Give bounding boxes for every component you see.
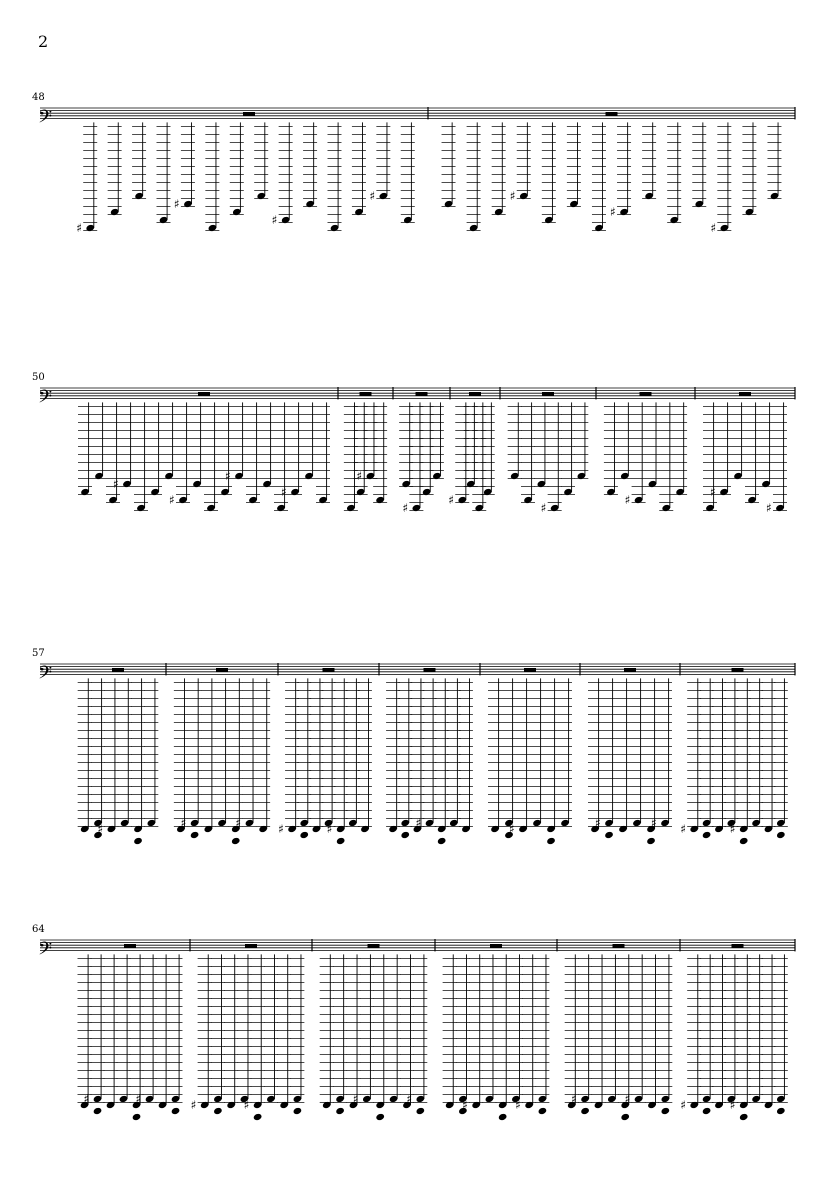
whole-rest [640,392,652,396]
sharp-icon: ♯ [415,816,422,830]
note-head [132,1113,142,1121]
whole-rest [732,668,744,672]
note-head [776,831,786,839]
sharp-icon: ♯ [356,469,363,483]
whole-rest [368,944,380,948]
sharp-icon: ♯ [540,501,547,515]
sharp-icon: ♯ [448,493,455,507]
sharp-icon: ♯ [76,221,83,235]
sharp-icon: ♯ [180,816,187,830]
note-head [776,1107,786,1115]
note-head [375,1113,385,1121]
whole-rest [360,392,372,396]
sharp-icon: ♯ [729,1098,736,1112]
note-head [661,1107,671,1115]
sharp-icon: ♯ [402,501,409,515]
sharp-icon: ♯ [190,1098,197,1112]
sharp-icon: ♯ [624,1092,631,1106]
note-head [546,837,556,845]
note-head [604,831,614,839]
note-head [133,837,143,845]
sharp-icon: ♯ [571,1092,577,1106]
sharp-icon: ♯ [113,477,119,491]
note-head [498,1113,508,1121]
sharp-icon: ♯ [173,197,180,211]
sharp-icon: ♯ [624,493,631,507]
sharp-icon: ♯ [462,1098,468,1112]
sharp-icon: ♯ [595,816,601,830]
note-head [620,1113,630,1121]
sharp-icon: ♯ [766,501,772,515]
whole-rest [323,668,335,672]
note-head [335,1107,345,1115]
note-head [400,831,410,839]
sharp-icon: ♯ [610,205,616,219]
note-head [93,1107,103,1115]
note-head [171,1107,181,1115]
sharp-icon: ♯ [406,1092,413,1106]
page-number: 2 [38,32,49,51]
whole-rest [732,944,744,948]
whole-rest [416,392,428,396]
note-head [538,1107,548,1115]
note-head [299,831,309,839]
whole-rest [524,668,536,672]
whole-rest [624,668,636,672]
whole-rest [739,392,751,396]
sharp-icon: ♯ [680,1098,686,1112]
note-head [293,1107,303,1115]
note-head [437,837,447,845]
bass-clef-icon: 𝄢 [38,107,53,132]
whole-rest [542,392,554,396]
note-head [580,1107,590,1115]
whole-rest [216,668,228,672]
note-head [702,831,712,839]
sharp-icon: ♯ [509,189,516,203]
sharp-icon: ♯ [352,1092,359,1106]
whole-rest [469,392,481,396]
note-head [646,837,656,845]
whole-rest [606,112,618,116]
measure-number: 48 [32,92,45,103]
bass-clef-icon: 𝄢 [38,387,53,412]
sharp-icon: ♯ [235,816,242,830]
measure-number: 57 [32,648,45,659]
whole-rest [198,392,210,396]
bass-clef-icon: 𝄢 [38,939,53,964]
whole-rest [613,944,625,948]
sharp-icon: ♯ [651,816,657,830]
sharp-icon: ♯ [369,189,376,203]
measure-number: 50 [32,372,45,383]
note-head [702,1107,712,1115]
note-head [739,837,749,845]
whole-rest [112,668,124,672]
sharp-icon: ♯ [710,221,717,235]
whole-rest [490,944,502,948]
sharp-icon: ♯ [97,822,104,836]
sharp-icon: ♯ [729,822,736,836]
note-head [336,837,346,845]
sharp-icon: ♯ [710,485,716,499]
whole-rest [243,112,255,116]
sharp-icon: ♯ [243,1098,250,1112]
sharp-icon: ♯ [278,822,284,836]
whole-rest [424,668,436,672]
bass-clef-icon: 𝄢 [38,663,53,688]
note-head [739,1113,749,1121]
sharp-icon: ♯ [326,822,333,836]
note-head [416,1107,426,1115]
sharp-icon: ♯ [135,1092,142,1106]
sharp-icon: ♯ [169,493,175,507]
note-head [213,1107,223,1115]
sharp-icon: ♯ [515,1098,521,1112]
note-head [190,831,200,839]
sharp-icon: ♯ [281,485,287,499]
whole-rest [245,944,257,948]
sharp-icon: ♯ [225,469,231,483]
sharp-icon: ♯ [680,822,686,836]
note-head [231,837,241,845]
whole-rest [124,944,136,948]
sharp-icon: ♯ [83,1092,90,1106]
sharp-icon: ♯ [509,822,515,836]
note-head [253,1113,263,1121]
measure-number: 64 [32,924,45,935]
sharp-icon: ♯ [271,213,278,227]
